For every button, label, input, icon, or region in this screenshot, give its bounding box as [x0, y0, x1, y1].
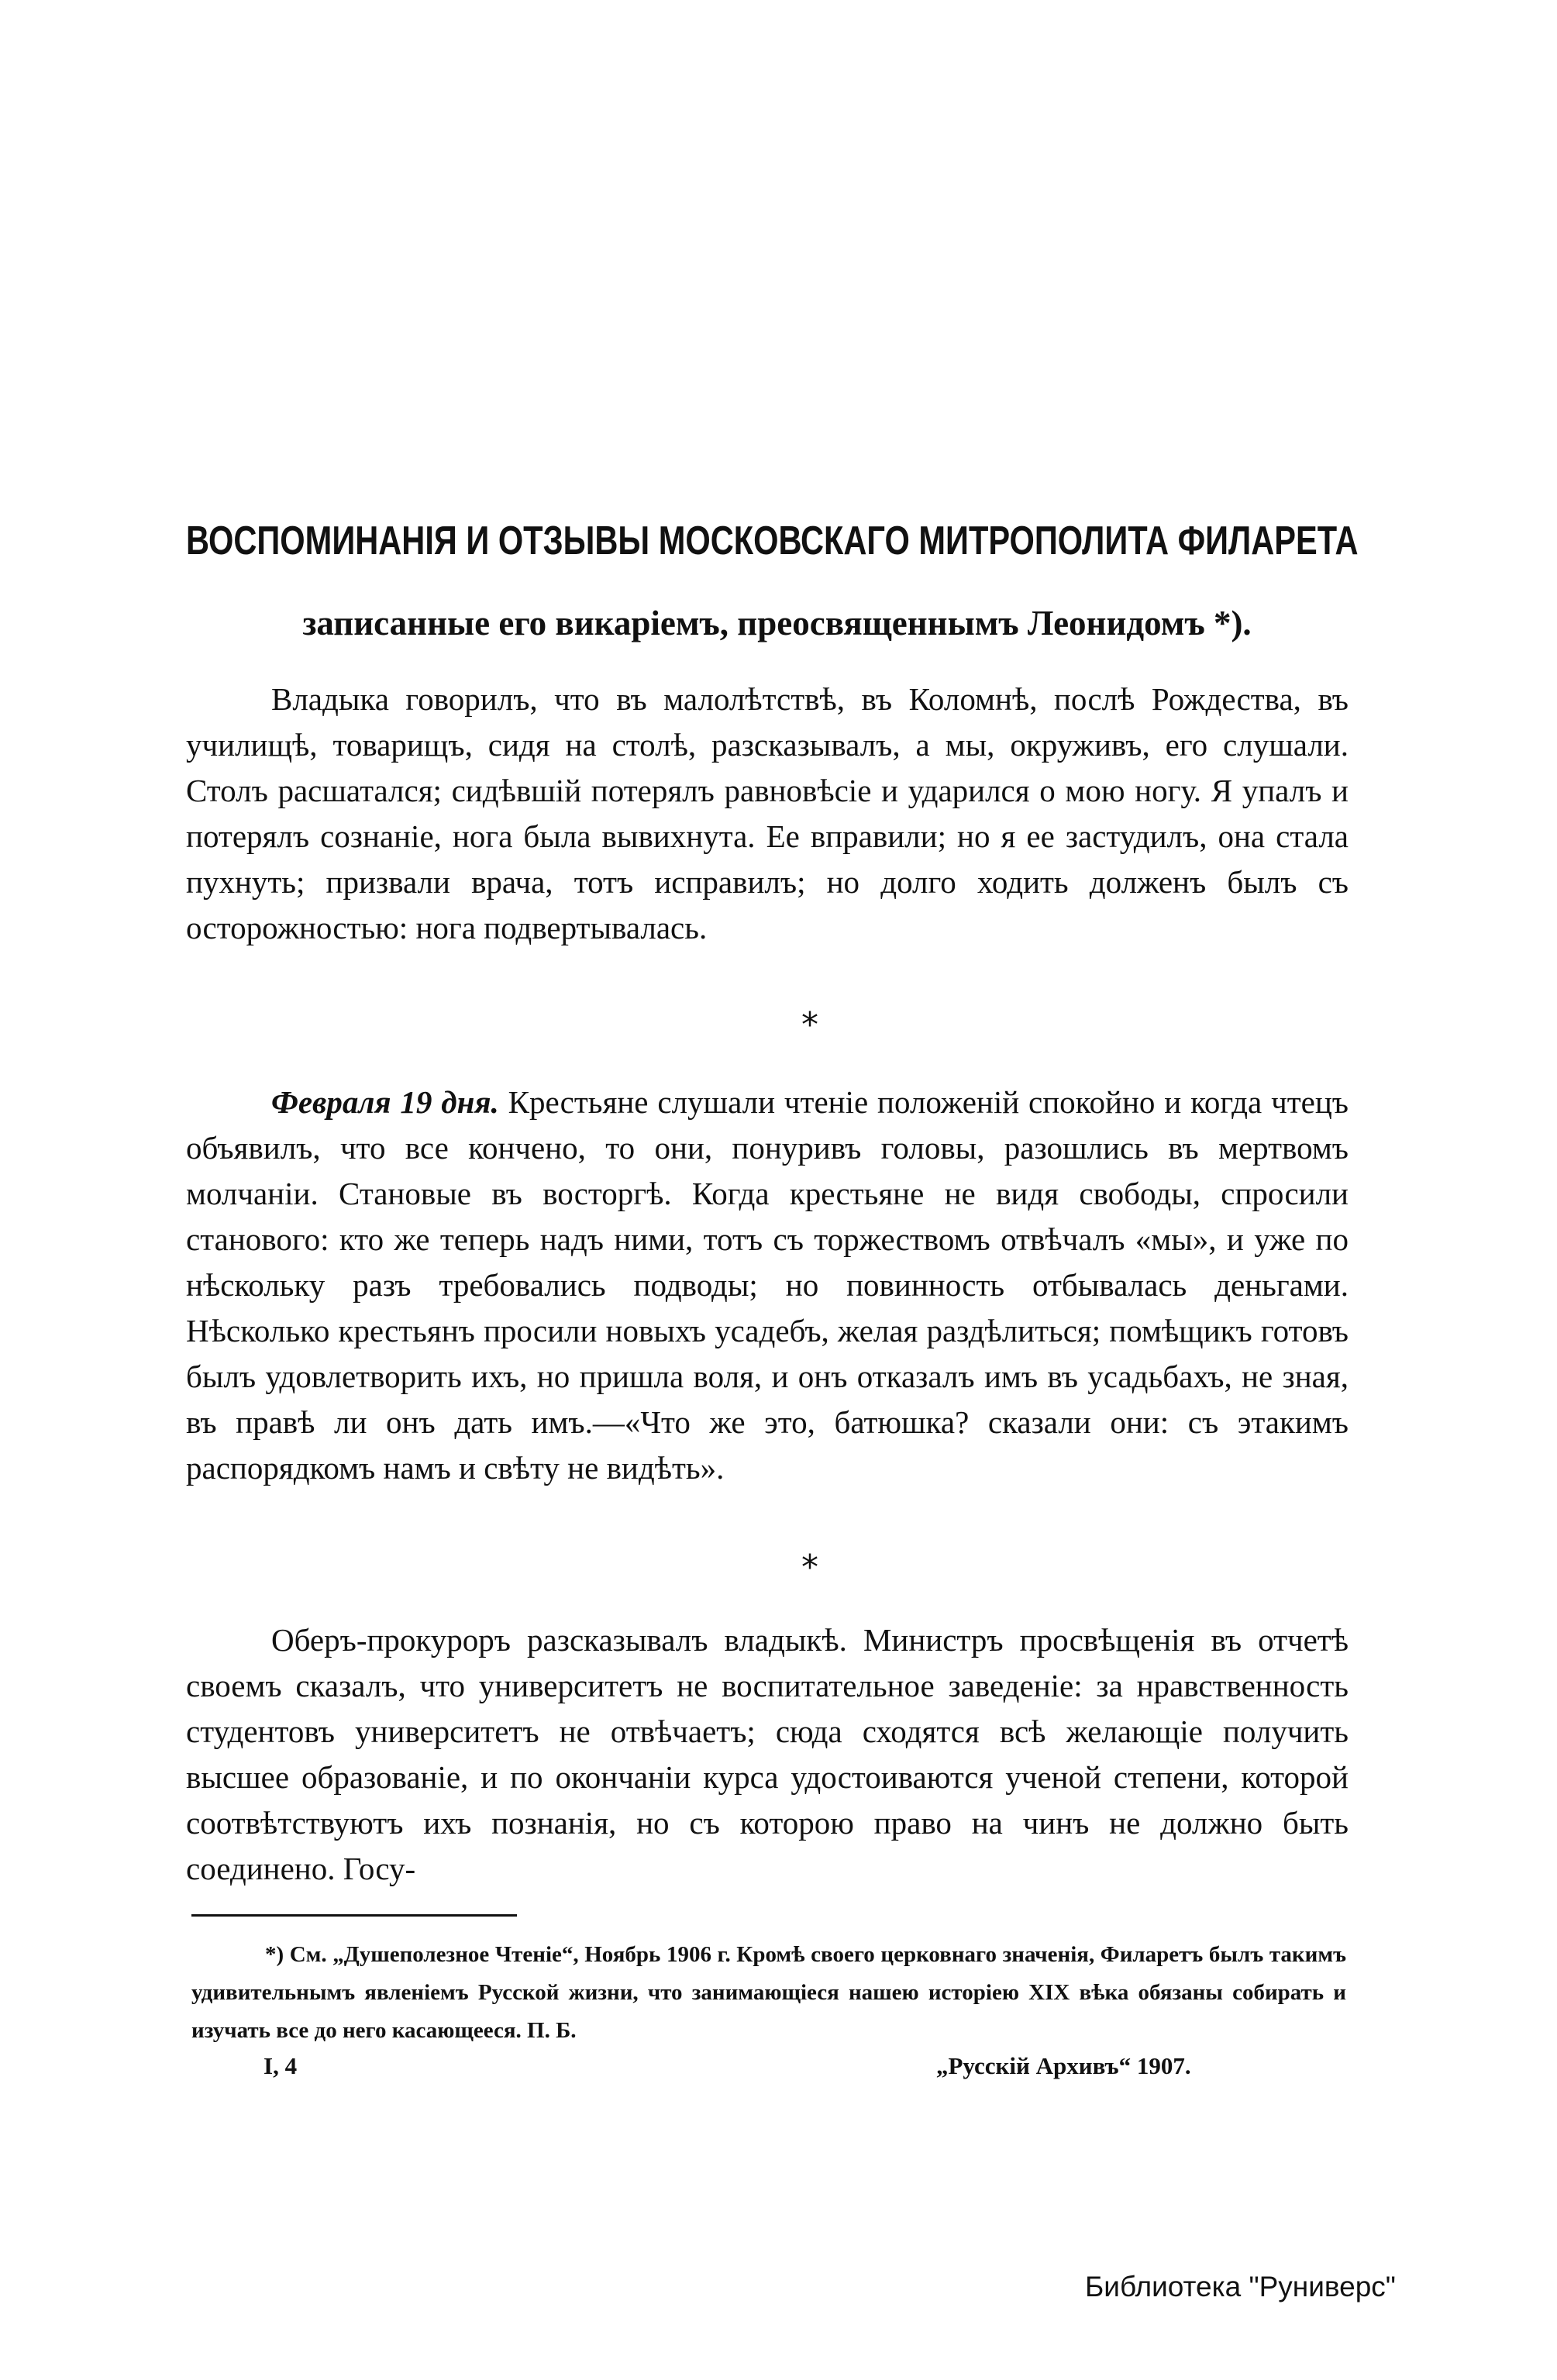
article-title: ВОСПОМИНАНІЯ И ОТЗЫВЫ МОСКОВСКАГО МИТРОПОЛИТА ФИЛАРЕТА: [186, 518, 1359, 563]
footnote: *) См. „Душеполезное Чтеніе“, Ноябрь 1906 г. Кромѣ своего церковнаго значенія, Филаретъ былъ такимъ удивительнымъ явленіемъ Русской жизни, что занимающіеся нашею исторіею XIX вѣка обязаны собирать и изучать все до него касающееся. П. Б.: [191, 1942, 1346, 2043]
signature-mark: I, 4: [264, 2052, 298, 2079]
paragraph-1: Владыка говорилъ, что въ малолѣтствѣ, въ Коломнѣ, послѣ Рождества, въ училищѣ, товарищъ, сидя на столѣ, разсказывалъ, а мы, окруживъ, его слушали. Столъ расшатался; сидѣвшій потерялъ равновѣсіе и ударился о мою ногу. Я упалъ и потерялъ сознаніе, нога была вывихнута. Ее вправили; но я ее застудилъ, она стала пухнуть; призвали врача, тотъ исправилъ; но долго ходить долженъ былъ съ осторожностью: нога подвертывалась.: [186, 681, 1349, 945]
library-watermark: Библиотека "Руниверс": [1085, 2271, 1396, 2303]
article-subtitle: записанные его викаріемъ, преосвященнымъ Леонидомъ *).: [302, 604, 1252, 642]
section-separator-1: *: [801, 1005, 818, 1045]
paragraph-2: [186, 1080, 1349, 1491]
paragraph-3: Оберъ-прокуроръ разсказывалъ владыкѣ. Министръ просвѣщенія въ отчетѣ своемъ сказалъ, что университетъ не воспитательное заведеніе: за нравственность студентовъ университетъ не отвѣчаетъ; сюда сходятся всѣ желающіе получить высшее образованіе, и по окончаніи курса удостоиваются ученой степени, которой соотвѣтствуютъ ихъ познанія, но съ которою право на чинъ не должно быть соединено. Госу-: [186, 1622, 1349, 1886]
footnote-divider: [191, 1914, 517, 1917]
journal-signature: „Русскій Архивъ“ 1907.: [936, 2052, 1191, 2079]
paragraph-2-text: Крестьяне слушали чтеніе положеній спокойно и когда чтецъ объявилъ, что все кончено, то они, понуривъ головы, разошлись въ мертвомъ молчаніи. Становые въ восторгѣ. Когда крестьяне не видя свободы, спросили станового: кто же теперь надъ ними, тотъ съ торжествомъ отвѣчалъ «мы», и уже по нѣскольку разъ требовались подводы; но повинность отбывалась деньгами. Нѣсколько крестьянъ просили новыхъ усадебъ, желая раздѣлиться; помѣщикъ готовъ былъ удовлетворить ихъ, но пришла воля, и онъ отказалъ имъ въ усадьбахъ, не зная, въ правѣ ли онъ дать имъ.—«Что же это, батюшка? сказали они: съ этакимъ распорядкомъ намъ и свѣту не видѣть».: [186, 1084, 1349, 1486]
section-separator-2: *: [801, 1548, 818, 1587]
paragraph-2-date: Февраля 19 дня.: [271, 1084, 499, 1120]
